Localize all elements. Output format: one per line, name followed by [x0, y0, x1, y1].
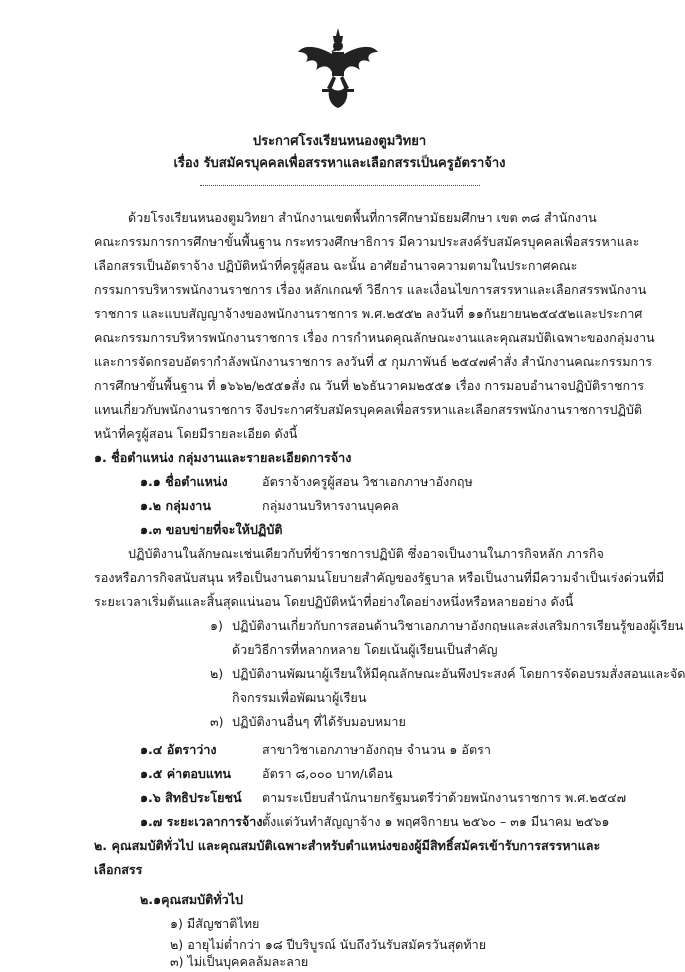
announcement-subject: เรื่อง รับสมัครบุคคลเพื่อสรรหาและเลือกสรรเป็นครูอัตราจ้าง [173, 156, 506, 171]
section1-heading: ๑. ชื่อตำแหน่ง กลุ่มงานและรายละเอียดการจ้าง [94, 450, 352, 465]
employment-period-label: ๑.๗ ระยะเวลาการจ้าง [140, 814, 263, 829]
garuda-emblem-icon [296, 26, 380, 110]
duty-number: ๓) [210, 714, 224, 729]
intro-line: แทนเกี่ยวกับพนักงานราชการ จึงประกาศรับสมัครบุคคลเพื่อสรรหาและเลือกสรรพนักงานราชการปฏิบัติ [94, 402, 643, 417]
section2-heading: ๒. คุณสมบัติทั่วไป และคุณสมบัติเฉพาะสำหรับตำแหน่งของผู้มีสิทธิ์สมัครเข้ารับการสรรหาและ [94, 838, 601, 853]
vacancy-value: สาขาวิชาเอกภาษาอังกฤษ จำนวน ๑ อัตรา [262, 742, 491, 757]
general-qualifications-heading: ๒.๑คุณสมบัติทั่วไป [140, 892, 244, 907]
benefits-label: ๑.๖ สิทธิประโยชน์ [140, 790, 242, 805]
duty-number: ๑) [210, 618, 223, 633]
intro-line: และการจัดกรอบอัตรากำลังพนักงานราชการ ลงวันที่ ๕ กุมภาพันธ์ ๒๕๔๗คำสั่ง สำนักงานคณะกรรมการ [94, 354, 652, 369]
duty-number: ๒) [210, 666, 224, 681]
benefits-value: ตามระเบียบสำนักนายกรัฐมนตรีว่าด้วยพนักงานราชการ พ.ศ.๒๕๔๗ [262, 790, 627, 805]
position-name-label: ๑.๑ ชื่อตำแหน่ง [140, 474, 228, 489]
intro-line: หน้าที่ครูผู้สอน โดยมีรายละเอียด ดังนี้ [94, 426, 298, 441]
work-group-value: กลุ่มงานบริหารงานบุคคล [262, 498, 399, 513]
employment-period-value: ตั้งแต่วันทำสัญญาจ้าง ๑ พฤศจิกายน ๒๕๖๐ – ๓๑ มีนาคม ๒๕๖๑ [262, 814, 610, 829]
work-group-label: ๑.๒ กลุ่มงาน [140, 498, 211, 513]
intro-line: คณะกรรมการการศึกษาขั้นพื้นฐาน กระทรวงศึกษาธิการ มีความประสงค์รับสมัครบุคคลเพื่อสรรหาและ [94, 234, 640, 249]
duty-line: ด้วยวิธีการที่หลากหลาย โดยเน้นผู้เรียนเป็นสำคัญ [232, 642, 498, 657]
scope-line: รองหรือภารกิจสนับสนุน หรือเป็นงานตามนโยบายสำคัญของรัฐบาล หรือเป็นงานที่มีความจำเป็นเร่งด่วนที่มี [94, 570, 665, 585]
compensation-value: อัตรา ๘,๐๐๐ บาท/เดือน [262, 766, 393, 781]
vacancy-label: ๑.๔ อัตราว่าง [140, 742, 217, 757]
section2-heading-cont: เลือกสรร [94, 862, 143, 877]
qualification-item: ๑) มีสัญชาติไทย [170, 916, 260, 931]
position-name-value: อัตราจ้างครูผู้สอน วิชาเอกภาษาอังกฤษ [262, 474, 473, 489]
intro-line: คณะกรรมการบริหารพนักงานราชการ เรื่อง การกำหนดคุณลักษณะงานและคุณสมบัติเฉพาะของกลุ่มงาน [94, 330, 655, 345]
qualification-item: ๒) อายุไม่ต่ำกว่า ๑๘ ปีบริบูรณ์ นับถึงวันรับสมัครวันสุดท้าย [170, 937, 487, 952]
intro-line: เลือกสรรเป็นอัตราจ้าง ปฏิบัติหน้าที่ครูผู้สอน ฉะนั้น อาศัยอำนาจความตามในประกาศคณะ [94, 258, 578, 273]
compensation-label: ๑.๕ ค่าตอบแทน [140, 766, 231, 781]
duty-line: ปฏิบัติงานอื่นๆ ที่ได้รับมอบหมาย [232, 714, 406, 729]
scope-label: ๑.๓ ขอบข่ายที่จะให้ปฏิบัติ [140, 522, 283, 537]
title-divider [200, 185, 480, 186]
intro-line: การศึกษาขั้นพื้นฐาน ที่ ๑๖๖๒/๒๕๕๑สั่ง ณ วันที่ ๒๖ธันวาคม๒๕๕๑ เรื่อง การมอบอำนาจปฏิบัติราชการ [94, 378, 645, 393]
duty-line: กิจกรรมเพื่อพัฒนาผู้เรียน [232, 690, 367, 705]
scope-line: ปฏิบัติงานในลักษณะเช่นเดียวกับที่ข้าราชการปฏิบัติ ซึ่งอาจเป็นงานในภารกิจหลัก ภารกิจ [128, 546, 604, 561]
qualification-item: ๓) ไม่เป็นบุคคลล้มละลาย [170, 954, 309, 969]
announcement-title: ประกาศโรงเรียนหนองตูมวิทยา [252, 134, 427, 149]
intro-line: ราชการ และแบบสัญญาจ้างของพนักงานราชการ พ.ศ.๒๕๕๒ ลงวันที่ ๑๑กันยายน๒๕๔๕๒และประกาศ [94, 306, 643, 321]
duty-line: ปฏิบัติงานพัฒนาผู้เรียนให้มีคุณลักษณะอันพึงประสงค์ โดยการจัดอบรมสั่งสอนและจัด [232, 666, 685, 681]
intro-line: กรรมการบริหารพนักงานราชการ เรื่อง หลักเกณฑ์ วิธีการ และเงื่อนไขการสรรหาและเลือกสรรพนักงาน [94, 282, 647, 297]
intro-line: ด้วยโรงเรียนหนองตูมวิทยา สำนักงานเขตพื้นที่การศึกษามัธยมศึกษา เขต ๓๘ สำนักงาน [128, 210, 597, 225]
scope-line: ระยะเวลาเริ่มต้นและสิ้นสุดแน่นอน โดยปฏิบัติหน้าที่อย่างใดอย่างหนึ่งหรือหลายอย่าง ดังนี้ [94, 594, 574, 609]
duty-line: ปฏิบัติงานเกี่ยวกับการสอนด้านวิชาเอกภาษาอังกฤษและส่งเสริมการเรียนรู้ของผู้เรียน [232, 618, 684, 633]
